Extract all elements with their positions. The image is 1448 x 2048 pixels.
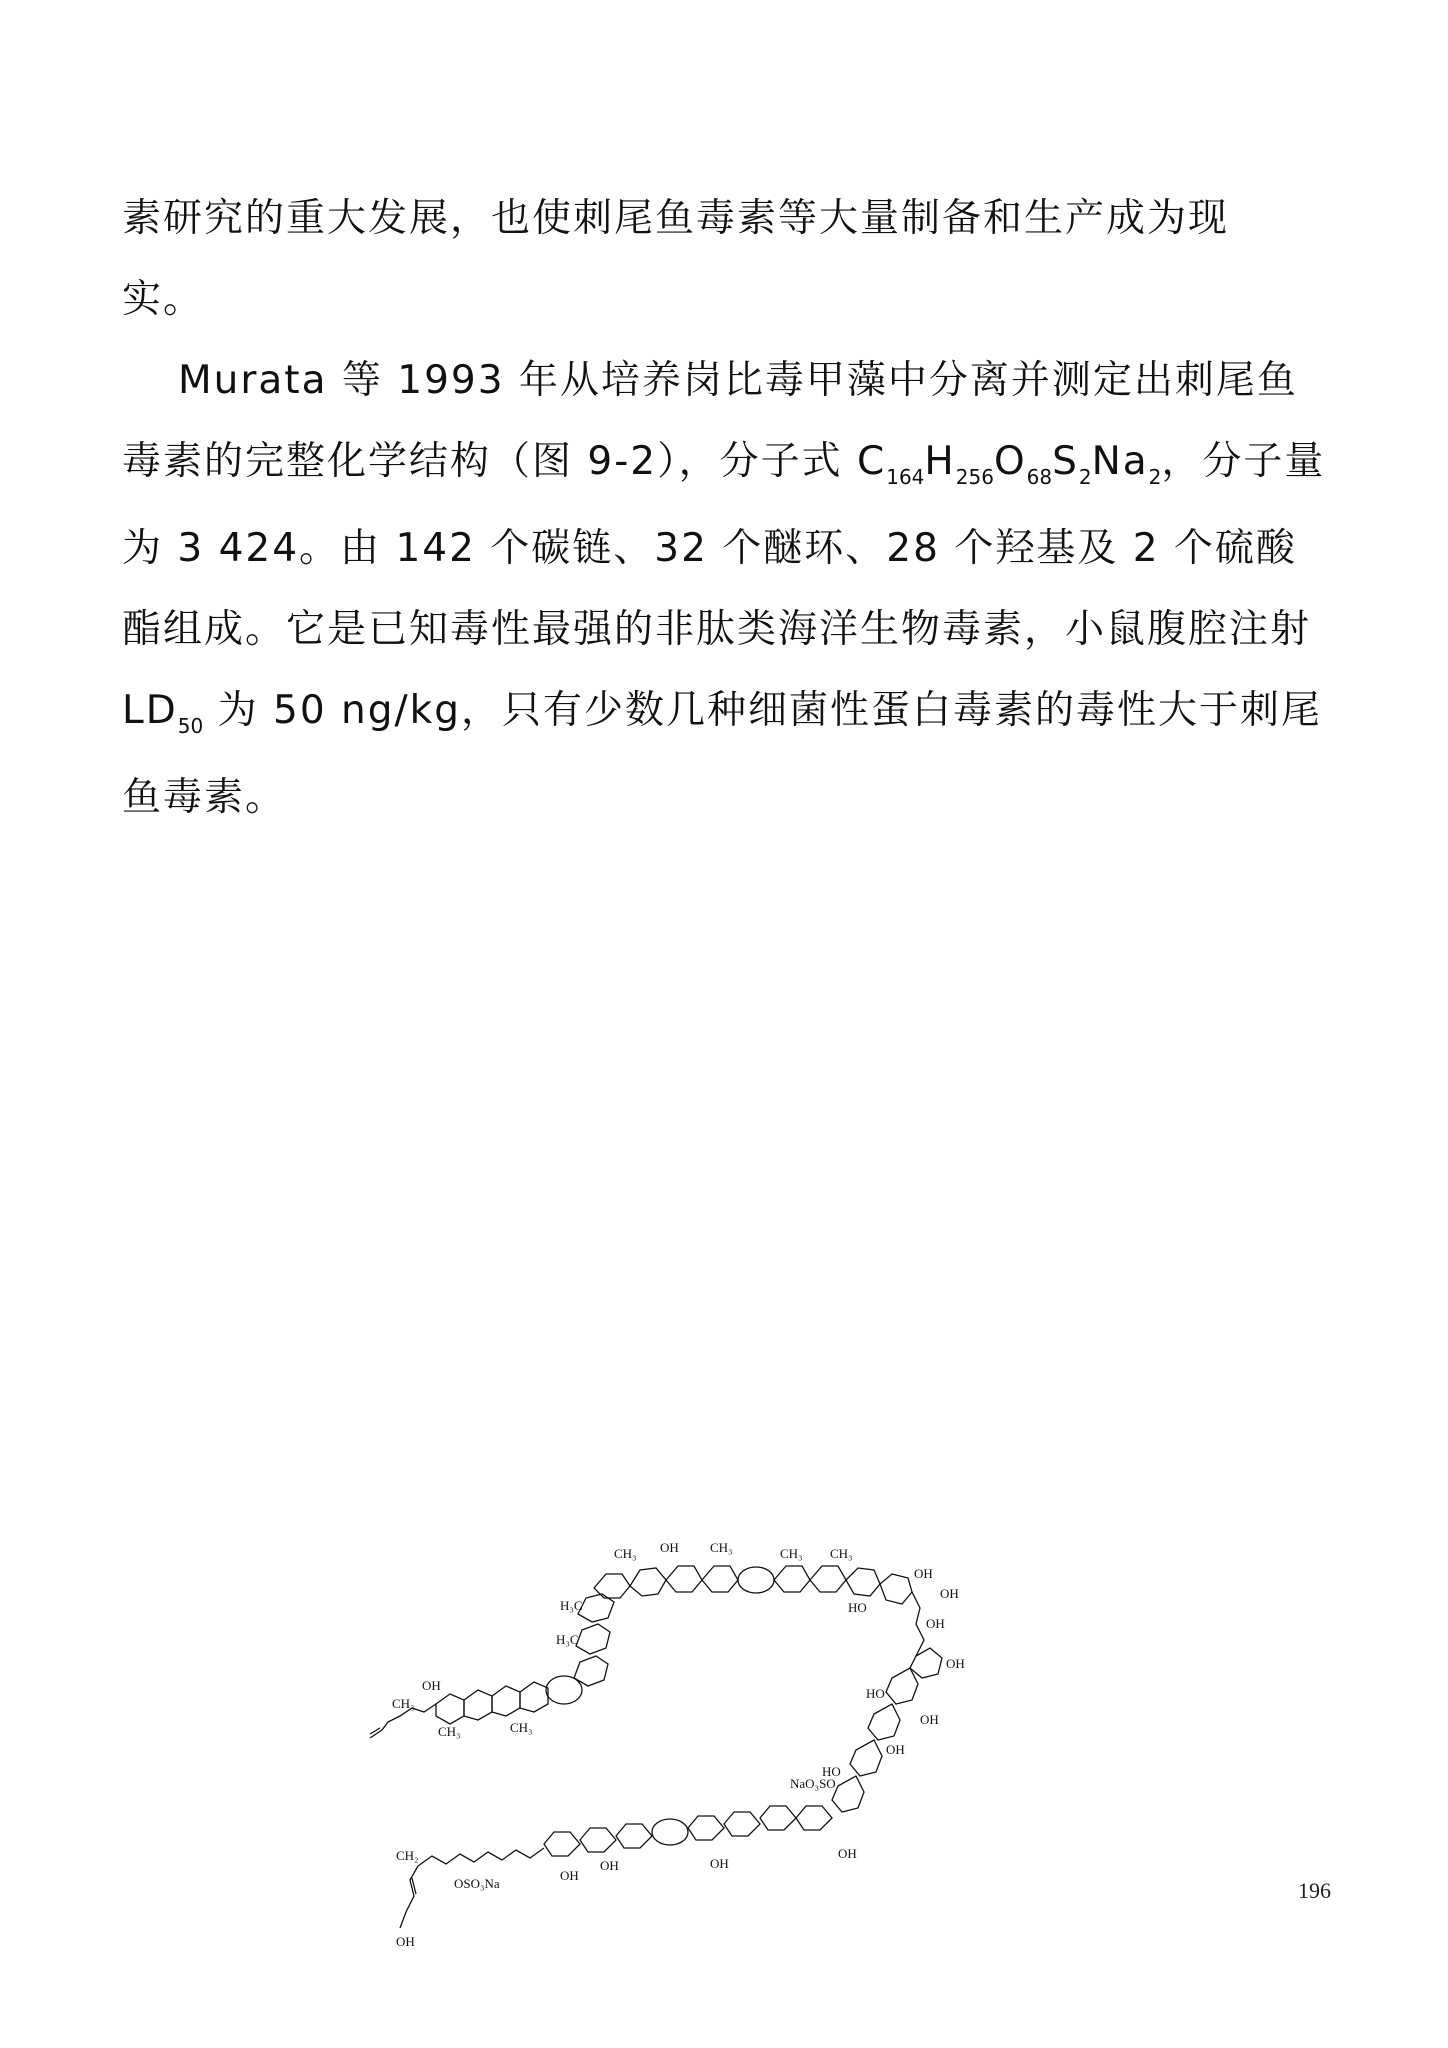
paragraph-1-line-1: 素研究的重大发展，也使刺尾鱼毒素等大量制备和生产成为现	[122, 196, 1230, 241]
paragraph-2	[122, 340, 1332, 838]
formula-c: C	[857, 439, 887, 484]
svg-text:CH₃: CH₃	[438, 1724, 461, 1739]
svg-text:OH: OH	[600, 1858, 619, 1873]
molecular-formula	[857, 439, 1162, 489]
svg-text:HO: HO	[822, 1764, 841, 1779]
svg-text:OSO₃Na: OSO₃Na	[454, 1876, 500, 1891]
svg-text:OH: OH	[660, 1540, 679, 1555]
formula-o: O	[993, 439, 1027, 484]
paragraph-2-part-1: Murata 等 1993 年从培养岗比毒甲藻中分离并测定出刺尾鱼毒素的完整化学结构（图 9-2），分子式	[122, 358, 1298, 484]
formula-s: S	[1052, 439, 1079, 484]
formula-s-sub: 2	[1078, 465, 1092, 489]
svg-text:CH₂: CH₂	[396, 1848, 419, 1863]
paragraph-2-part-2: ，分子量为 3 424。由 142 个碳链、32 个醚环、28 个羟基及 2 个硫酸酯组成。它是已知毒性最强的非肽类海洋生物毒素，小鼠腹腔注射	[122, 439, 1326, 652]
ring-segment-lower	[544, 1806, 832, 1856]
terminal-chain-bottom	[418, 1848, 544, 1866]
svg-text:HO: HO	[848, 1600, 867, 1615]
ld50	[122, 688, 204, 738]
svg-text:CH₃: CH₃	[510, 1720, 533, 1735]
svg-text:OH: OH	[886, 1742, 905, 1757]
formula-h-sub: 256	[955, 465, 994, 489]
ld-sub: 50	[177, 714, 204, 738]
svg-text:CH₃: CH₃	[830, 1546, 853, 1561]
terminal-chain-end	[400, 1866, 418, 1928]
chemical-structure-diagram	[360, 1518, 1000, 2038]
paragraph-2-part-3: 为 50 ng/kg，只有少数几种细菌性蛋白毒素的毒性大于刺尾鱼毒素。	[122, 688, 1322, 820]
ld-label: LD	[122, 688, 178, 733]
atom-labels	[392, 1540, 965, 1949]
formula-na: Na	[1091, 439, 1149, 484]
ring-segment-left	[436, 1676, 582, 1724]
paragraph-1	[122, 178, 1332, 340]
svg-text:NaO₃SO: NaO₃SO	[790, 1776, 836, 1791]
ring-segment-middle	[832, 1648, 942, 1812]
paragraph-1-line-2: 实。	[122, 277, 205, 322]
svg-text:OH: OH	[422, 1678, 441, 1693]
ring-segment-top	[630, 1566, 912, 1604]
body-text	[122, 178, 1332, 838]
svg-text:CH₃: CH₃	[392, 1696, 415, 1711]
svg-text:HO: HO	[866, 1686, 885, 1701]
svg-text:OH: OH	[396, 1934, 415, 1949]
formula-na-sub: 2	[1148, 465, 1162, 489]
formula-h: H	[924, 439, 956, 484]
formula-c-sub: 164	[886, 465, 925, 489]
descending-chain	[912, 1592, 924, 1656]
svg-text:OH: OH	[710, 1856, 729, 1871]
svg-text:CH₃: CH₃	[614, 1546, 637, 1561]
maitotoxin-structure-figure	[360, 1518, 1000, 2038]
page-number: 196	[1298, 1878, 1331, 1903]
svg-text:OH: OH	[560, 1868, 579, 1883]
ring-segment-rising	[574, 1574, 630, 1686]
svg-text:OH: OH	[926, 1616, 945, 1631]
svg-text:H₃C: H₃C	[556, 1632, 579, 1647]
formula-o-sub: 68	[1026, 465, 1053, 489]
svg-text:OH: OH	[914, 1566, 933, 1581]
svg-text:OH: OH	[946, 1656, 965, 1671]
svg-text:H₃C: H₃C	[560, 1598, 583, 1613]
svg-text:CH₃: CH₃	[780, 1546, 803, 1561]
svg-text:OH: OH	[838, 1846, 857, 1861]
svg-text:CH₃: CH₃	[710, 1540, 733, 1555]
svg-text:OH: OH	[920, 1712, 939, 1727]
svg-text:OH: OH	[940, 1586, 959, 1601]
